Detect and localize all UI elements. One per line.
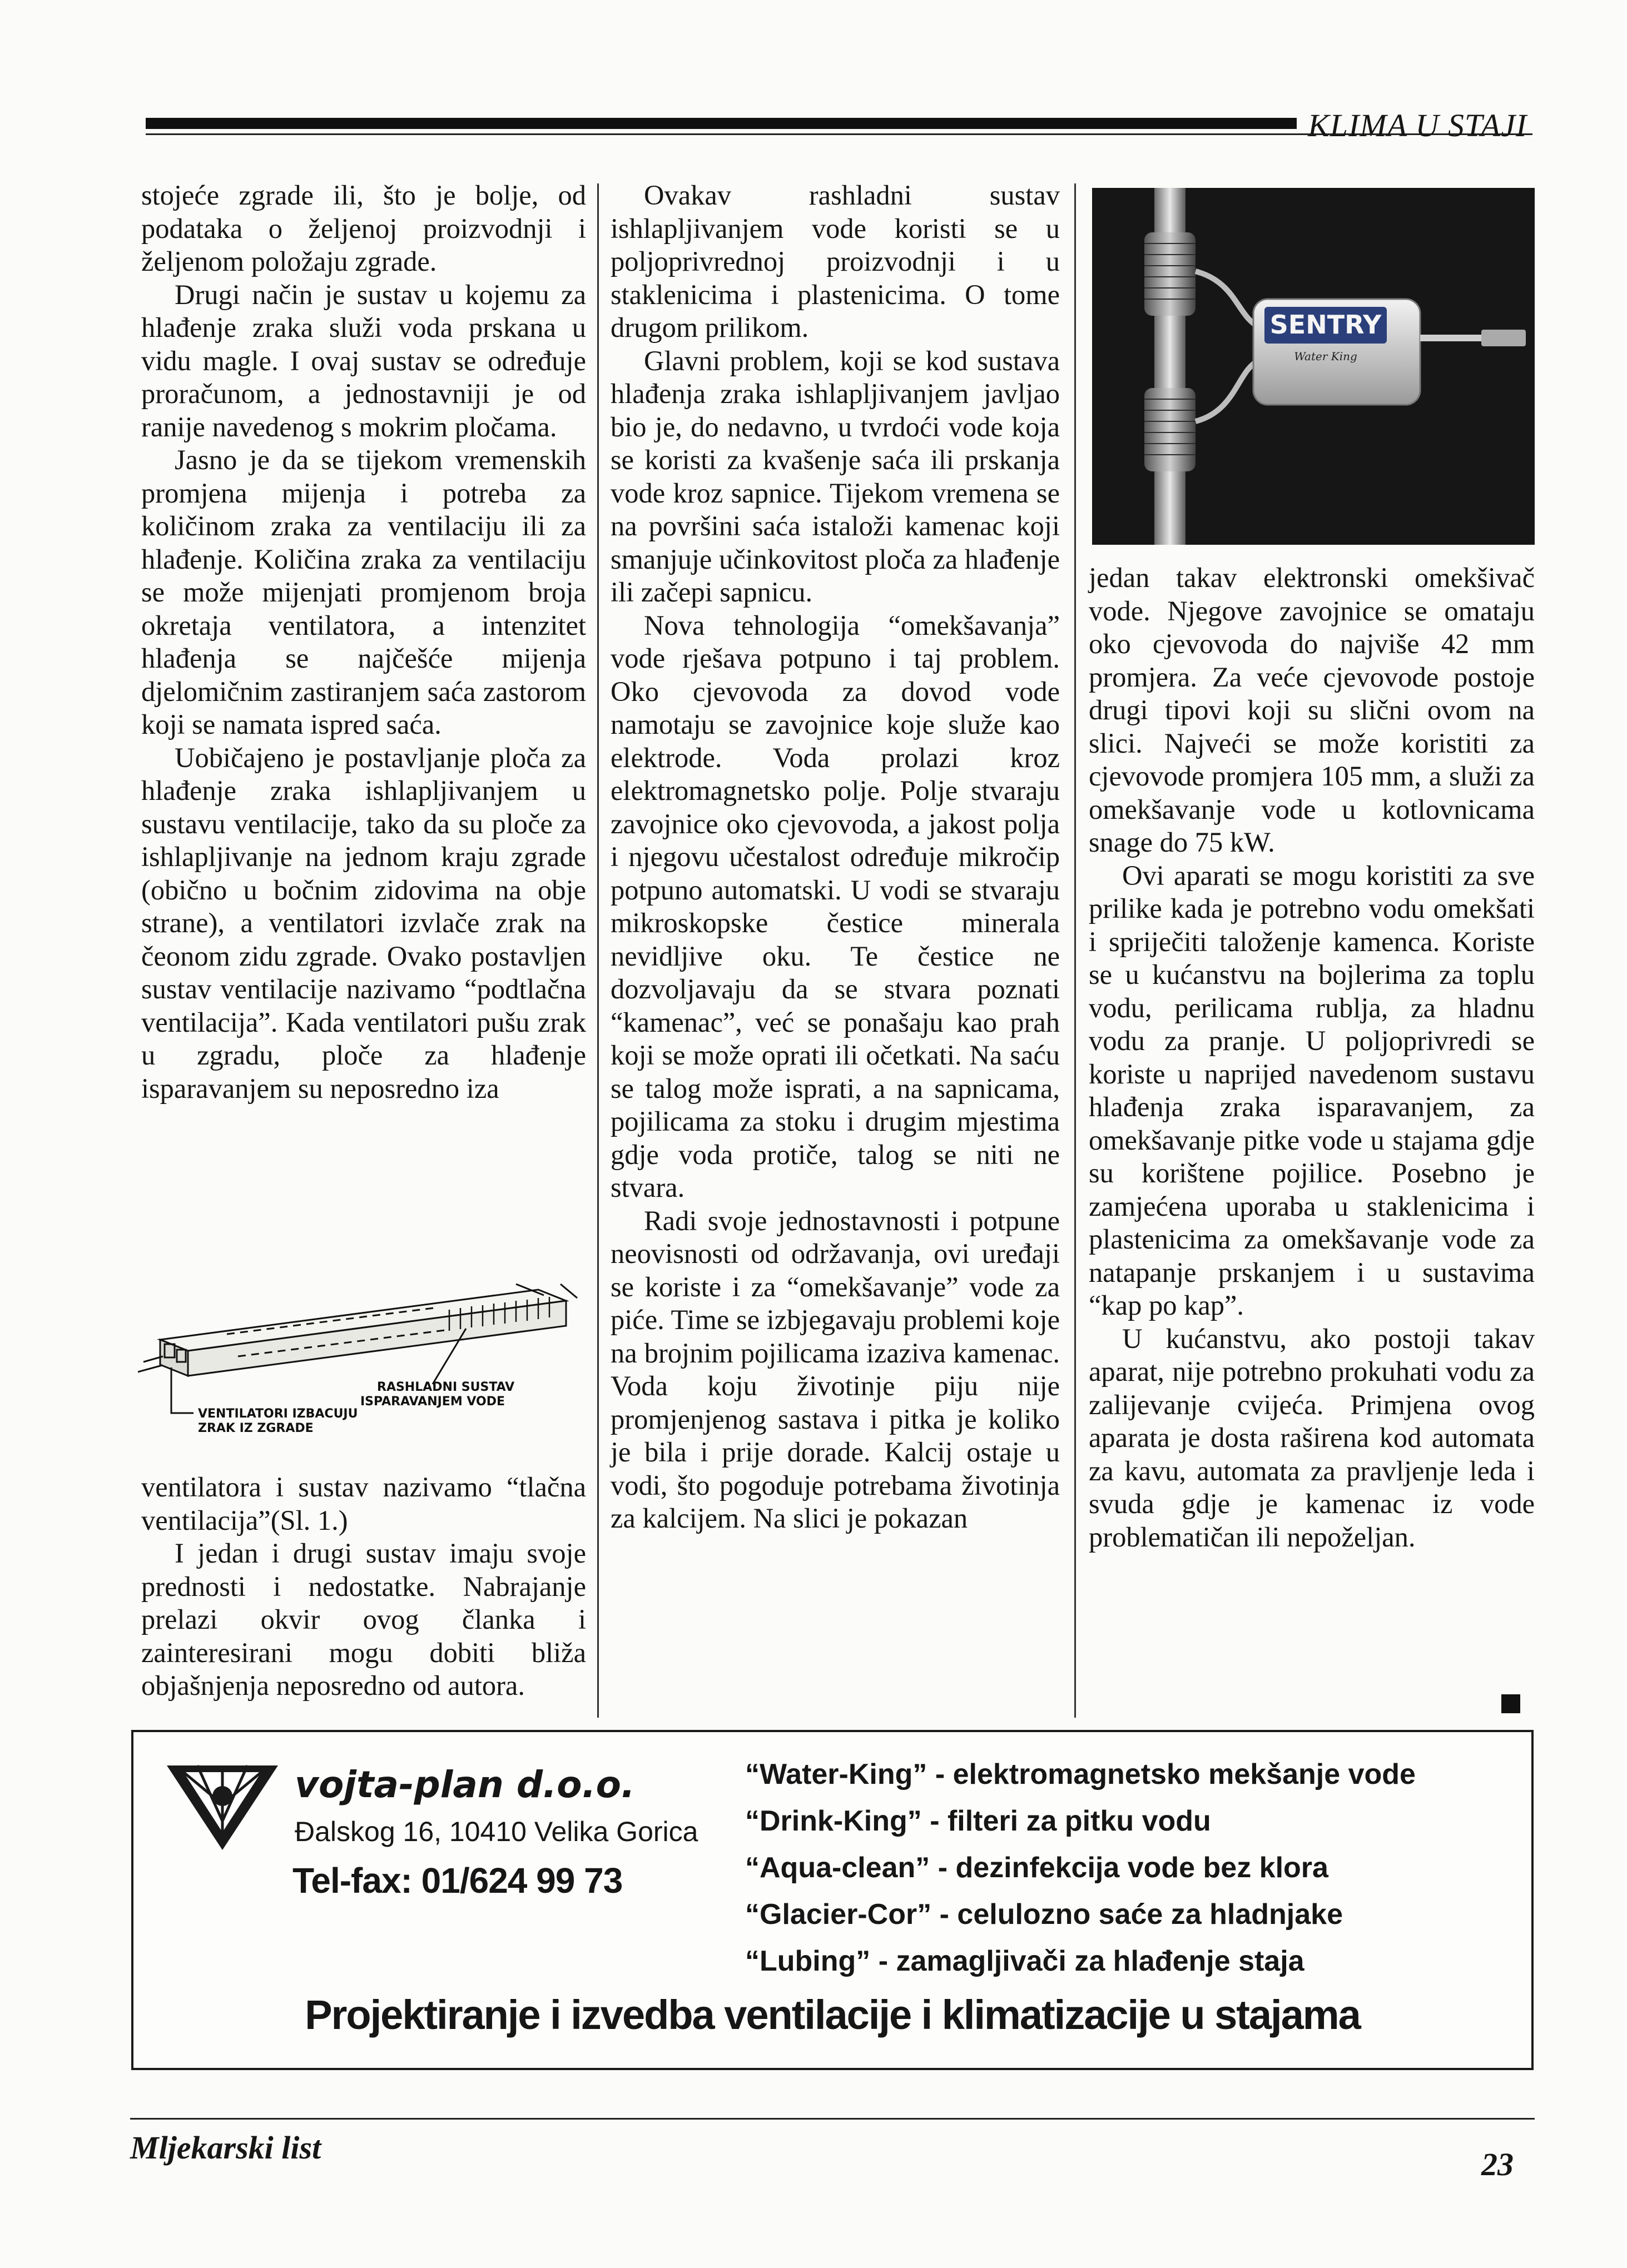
header-rule xyxy=(146,118,1297,129)
water-softener-photo xyxy=(1092,188,1535,545)
paragraph: stojeće zgrade ili, što je bolje, od podataka o željenoj proizvodnji i željenom položaju zgrade. xyxy=(141,180,586,277)
paragraph: Ovakav rashladni sustav ishlapljivanjem vode koristi se u poljoprivrednoj proizvodnji i u staklenicima i plastenicima. O tome drugom prilikom. xyxy=(611,180,1060,343)
ad-product-item: “Lubing” - zamagljivači za hlađenje staja xyxy=(745,1945,1304,1977)
device-illustration xyxy=(1092,188,1535,545)
publication-name: Mljekarski list xyxy=(130,2130,321,2166)
paragraph: jedan takav elektronski omekšivač vode. Njegove zavojnice se omataju oko cjevovoda do najviše 42 mm promjera. Za veće cjevovode postoje drugi tipovi koji su slični ovom na slici. Najveći se može koristiti za cjevovode promjera 105 mm, a služi za omekšavanje vode u kotlovnicama snage do 75 kW. xyxy=(1089,562,1535,858)
device-model: Water King xyxy=(1294,350,1357,363)
ad-address: Đalskog 16, 10410 Velika Gorica xyxy=(295,1816,698,1847)
paragraph: Jasno je da se tijekom vremenskih promjena mijenja i potreba za količinom zraka za ventilaciju ili za hlađenje. Količina zraka za ventilaciju se može mijenjati promjenom broja okretaja ventilatora, a intenzitet hlađenja se najčešće mijenja djelomičnim zastiranjem saća zastorom koji se namata ispred saća. xyxy=(141,444,586,740)
column-divider xyxy=(597,183,599,1718)
column-3 xyxy=(1089,561,1535,1554)
diagram-label-system: RASHLADNI SUSTAV xyxy=(377,1380,515,1394)
diagram-label-fans-2: ZRAK IZ ZGRADE xyxy=(198,1421,314,1435)
column-2 xyxy=(611,179,1060,1535)
diagram-label-fans: VENTILATORI IZBACUJU xyxy=(198,1407,358,1421)
diagram-label-system-2: ISPARAVANJEM VODE xyxy=(360,1395,505,1409)
ad-company-name: vojta-plan d.o.o. xyxy=(295,1763,635,1806)
paragraph: U kućanstvu, ako postoji takav aparat, nije potrebno prokuhati vodu za zalijevanje cvijeća. Primjena ovog aparata je dosta raširena kod automata za kavu, automata za pravljenje leda i svuda gdje je kamenac iz vode problematičan ili nepoželjan. xyxy=(1089,1322,1535,1553)
paragraph: Radi svoje jednostavnosti i potpune neovisnosti od održavanja, ovi uređaji se koriste i za “omekšavanje” vode za piće. Time se izbjegavaju problemi koje na brojnim pojilicama izaziva kamenac. Voda koju životinje piju nije promjenjenog sastava i pitka je koliko je bila i prije dorade. Kalcij ostaje u vodi, što pogoduje potrebama životinja za kalcijem. Na slici je pokazan xyxy=(611,1205,1060,1534)
page-number: 23 xyxy=(1481,2146,1514,2182)
ad-product-item: “Aqua-clean” - dezinfekcija vode bez klora xyxy=(745,1852,1328,1884)
column-1 xyxy=(141,179,586,1105)
device-brand: SENTRY xyxy=(1269,310,1382,340)
section-title: KLIMA U STAJI xyxy=(1308,107,1527,143)
paragraph: I jedan i drugi sustav imaju svoje prednosti i nedostatke. Nabrajanje prelazi okvir ovog članka i zainteresirani mogu dobiti bliža objašnjenja neposredno od autora. xyxy=(141,1538,586,1701)
company-logo-icon xyxy=(167,1754,278,1850)
ad-product-item: “Drink-King” - filteri za pitku vodu xyxy=(745,1805,1211,1837)
paragraph: Uobičajeno je postavljanje ploča za hlađenje zraka ishlapljivanjem u sustavu ventilacije, tako da su ploče za ishlapljivanje na jednom kraju zgrade (obično u bočnim zidovima na obje strane), a ventilatori izvlače zrak na čeonom zidu zgrade. Ovako postavljen sustav ventilacije nazivamo “podtlačna ventilacija”. Kada ventilatori pušu zrak u zgradu, ploče za hlađenje isparavanjem su neposredno iza xyxy=(141,742,586,1104)
ad-product-item: “Water-King” - elektromagnetsko mekšanje vode xyxy=(745,1758,1416,1790)
paragraph: Ovi aparati se mogu koristiti za sve prilike kada je potrebno vodu omekšati i spriječiti taloženje kamenca. Koriste se u kućanstvu na bojlerima za toplu vodu, perilicama rublja, za hladnu vodu za pranje. U poljoprivredi se koriste u naprijed navedenom sustavu hlađenja zraka isparavanjem, za omekšavanje pitke vode u stajama gdje su korištene pojilice. Posebno je zamjećena uporaba u staklenicima i plastenicima za omekšavanje vode za natapanje prskanjem i u sustavima “kap po kap”. xyxy=(1089,859,1535,1321)
ventilation-diagram xyxy=(138,1273,583,1445)
ad-product-list xyxy=(745,1751,1416,1984)
paragraph: ventilatora i sustav nazivamo “tlačna ventilacija”(Sl. 1.) xyxy=(141,1471,586,1536)
column-divider xyxy=(1074,183,1076,1718)
ad-product-item: “Glacier-Cor” - celulozno saće za hladnjake xyxy=(745,1898,1343,1931)
paragraph: Drugi način je sustav u kojemu za hlađenje zraka služi voda prskana u vidu magle. I ovaj sustav se određuje proračunom, a jednostavniji je od ranije navedenog s mokrim pločama. xyxy=(141,278,586,442)
paragraph: Glavni problem, koji se kod sustava hlađenja zraka ishlapljivanjem javljao bio je, do nedavno, u tvrdoći vode koja se koristi za kvašenje saća ili prskanja vode kroz sapnice. Tijekom vremena se na površini saća istaloži kamenac koji smanjuje učinkovitost ploča za hlađenje ili začepi sapnicu. xyxy=(611,345,1060,608)
advertisement-box xyxy=(131,1730,1534,2070)
footer-rule xyxy=(130,2118,1535,2120)
column-1-continued xyxy=(141,1471,586,1703)
ad-slogan: Projektiranje i izvedba ventilacije i klimatizacije u stajama xyxy=(305,1992,1360,2038)
ad-phone: Tel-fax: 01/624 99 73 xyxy=(292,1861,623,1901)
article-end-mark xyxy=(1501,1694,1520,1713)
paragraph: Nova tehnologija “omekšavanja” vode rješava potpuno i taj problem. Oko cjevovoda za dovod vode namotaju se zavojnice koje služe kao elektrode. Voda prolazi kroz elektromagnetsko polje. Polje stvaraju zavojnice oko cjevovoda, a jakost polja i njegovu učestalost određuje mikročip potpuno automatski. U vodi se stvaraju mikroskopske čestice minerala nevidljive oku. Te čestice ne dozvoljavaju da se stvara poznati “kamenac”, već se ponašaju kao prah koji se može oprati ili očetkati. Na saću se talog može isprati, a na sapnicama, pojilicama za stoku i drugim mjestima gdje voda protiče, talog se niti ne stvara. xyxy=(611,609,1060,1203)
